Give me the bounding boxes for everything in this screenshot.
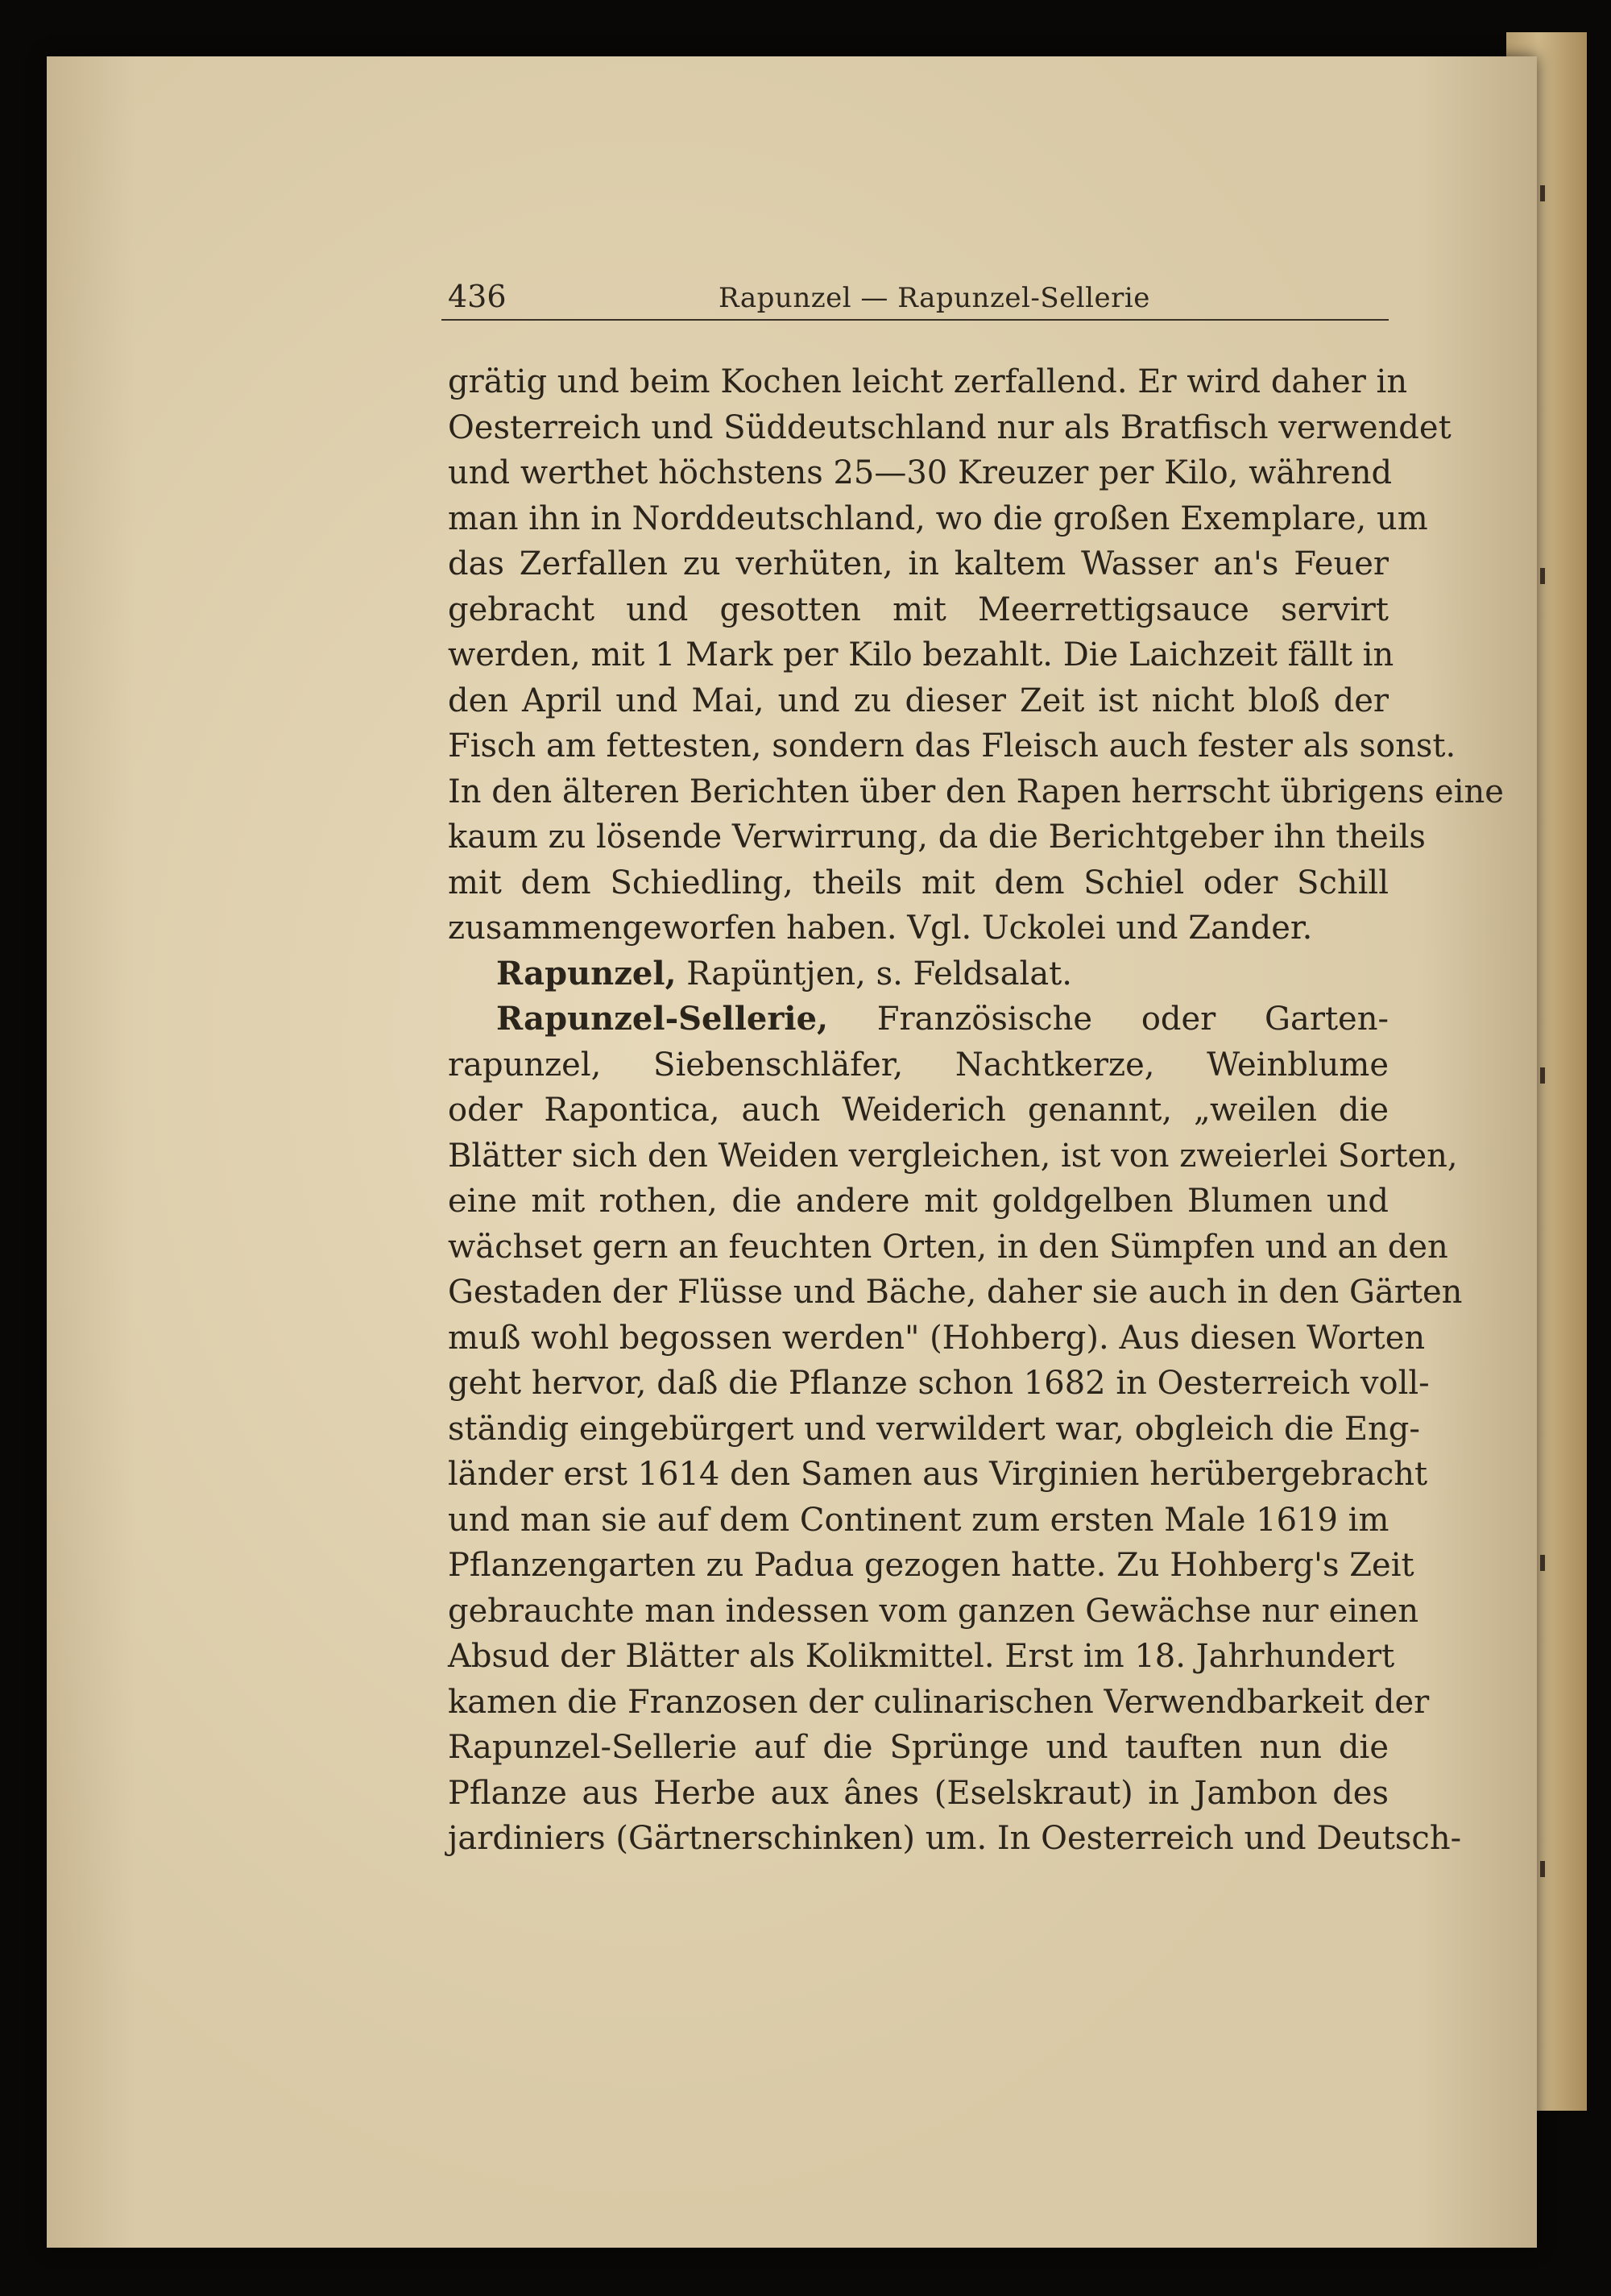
text-line: Oesterreich und Süddeutschland nur als Bratfisch verwendet bbox=[448, 408, 1452, 446]
text-line: den April und Mai, und zu dieser Zeit ist nicht bloß der bbox=[448, 682, 1389, 719]
body-text bbox=[448, 359, 1504, 1862]
text-line: Pflanzengarten zu Padua gezogen hatte. Zu Hohberg's Zeit bbox=[448, 1547, 1414, 1584]
text-line: wächset gern an feuchten Orten, in den Sümpfen und an den bbox=[448, 1228, 1448, 1266]
text-line: grätig und beim Kochen leicht zerfallend. Er wird daher in bbox=[448, 363, 1408, 400]
text-line: kaum zu lösende Verwirrung, da die Berichtgeber ihn theils bbox=[448, 819, 1426, 856]
entry-text: Rapüntjen, s. Feldsalat. bbox=[686, 955, 1072, 993]
page-number: 436 bbox=[448, 279, 507, 314]
text-line: mit dem Schiedling, theils mit dem Schiel oder Schill bbox=[448, 864, 1389, 901]
header-rule bbox=[441, 319, 1389, 321]
text-line: oder Rapontica, auch Weiderich genannt, „weilen die bbox=[448, 1092, 1389, 1129]
entry-text: Französische oder Garten- bbox=[876, 1001, 1389, 1038]
text-line: zusammengeworfen haben. Vgl. Uckolei und Zander. bbox=[448, 910, 1313, 947]
text-line: Gestaden der Flüsse und Bäche, daher sie auch in den Gärten bbox=[448, 1274, 1463, 1311]
margin-mark bbox=[1540, 1861, 1545, 1877]
running-head: Rapunzel — Rapunzel-Sellerie bbox=[719, 282, 1150, 314]
text-line: kamen die Franzosen der culinarischen Verwendbarkeit der bbox=[448, 1683, 1430, 1721]
text-line: geht hervor, daß die Pflanze schon 1682 in Oesterreich voll- bbox=[448, 1365, 1430, 1402]
text-line: länder erst 1614 den Samen aus Virginien herübergebracht bbox=[448, 1456, 1428, 1493]
text-line: und werthet höchstens 25—30 Kreuzer per Kilo, während bbox=[448, 454, 1393, 491]
margin-mark bbox=[1540, 568, 1545, 584]
text-line: und man sie auf dem Continent zum ersten Male 1619 im bbox=[448, 1501, 1389, 1539]
text-line: rapunzel, Siebenschläfer, Nachtkerze, Weinblume bbox=[448, 1046, 1389, 1084]
text-line: Absud der Blätter als Kolikmittel. Erst im 18. Jahrhundert bbox=[448, 1638, 1395, 1675]
margin-mark bbox=[1540, 1067, 1545, 1084]
margin-mark bbox=[1540, 185, 1545, 201]
text-line: Blätter sich den Weiden vergleichen, ist von zweierlei Sorten, bbox=[448, 1137, 1458, 1175]
text-line: eine mit rothen, die andere mit goldgelben Blumen und bbox=[448, 1183, 1389, 1220]
entry-headword: Rapunzel-Sellerie, bbox=[496, 1000, 828, 1038]
text-line: gebracht und gesotten mit Meerrettigsauce servirt bbox=[448, 591, 1389, 628]
text-line: Rapunzel-Sellerie auf die Sprünge und tauften nun die bbox=[448, 1729, 1389, 1766]
entry-rapunzel bbox=[448, 951, 1389, 997]
text-line: Fisch am fettesten, sondern das Fleisch auch fester als sonst. bbox=[448, 727, 1456, 765]
text-line: das Zerfallen zu verhüten, in kaltem Wasser an's Feuer bbox=[448, 545, 1389, 582]
margin-mark bbox=[1540, 1555, 1545, 1571]
entry-rapunzel-sellerie bbox=[448, 997, 1389, 1042]
text-line: ständig eingebürgert und verwildert war, obgleich die Eng- bbox=[448, 1410, 1420, 1448]
entry-headword: Rapunzel, bbox=[496, 954, 677, 993]
text-line: man ihn in Norddeutschland, wo die großen Exemplare, um bbox=[448, 499, 1428, 537]
text-line: werden, mit 1 Mark per Kilo bezahlt. Die Laichzeit fällt in bbox=[448, 636, 1394, 673]
text-line: Pflanze aus Herbe aux ânes (Eselskraut) in Jambon des bbox=[448, 1774, 1389, 1812]
text-line: gebrauchte man indessen vom ganzen Gewächse nur einen bbox=[448, 1592, 1419, 1630]
text-line: jardiniers (Gärtnerschinken) um. In Oesterreich und Deutsch- bbox=[448, 1820, 1462, 1857]
text-line: muß wohl begossen werden" (Hohberg). Aus diesen Worten bbox=[448, 1319, 1426, 1357]
text-line: In den älteren Berichten über den Rapen herrscht übrigens eine bbox=[448, 773, 1504, 810]
